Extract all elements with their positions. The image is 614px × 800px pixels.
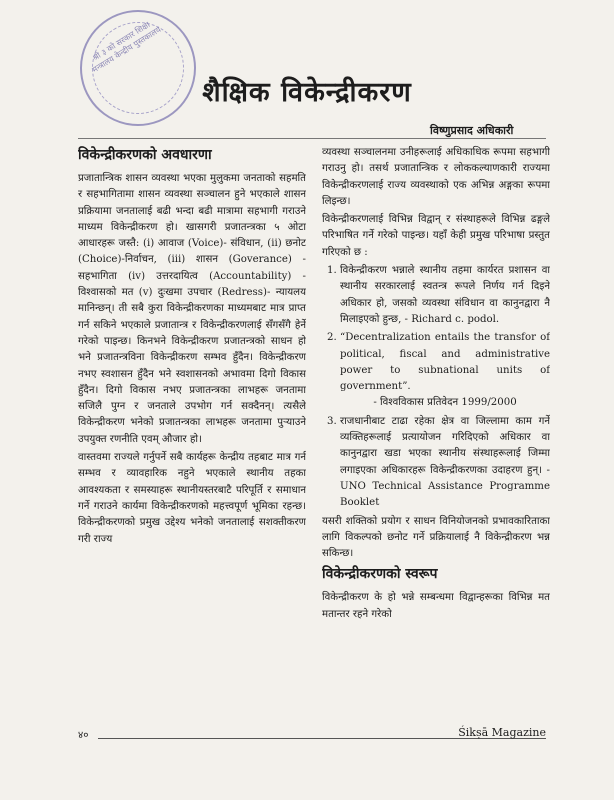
- definition-item-1: 1. विकेन्द्रीकरण भन्नाले स्थानीय तहमा कार्यरत प्रशासन वा स्थानीय सरकारलाई स्वतन्त्र रूपले निर्णय गर्न दिइने अधिकार हो, जसको व्यवस्था संविधान वा कानुनद्वारा नै मिलाइएको हुन्छ, - Richard c. podol.: [340, 263, 550, 328]
- right-paragraph-4: विकेन्द्रीकरण के हो भन्ने सम्बन्धमा विद्वान्हरूका विभिन्न मत मतान्तर रहने गरेको: [322, 592, 550, 620]
- magazine-name: Śikṣā Magazine: [458, 726, 546, 739]
- article-title: शैक्षिक विकेन्द्रीकरण: [202, 77, 412, 108]
- definition-list: [322, 263, 550, 511]
- page-number: ४०: [78, 730, 89, 741]
- right-paragraph-2: विकेन्द्रीकरणलाई विभिन्न विद्वान् र संस्थाहरूले विभिन्न ढङ्गले परिभाषित गर्ने गरेको पाइन्छ। यहाँ केही प्रमुख परिभाषा प्रस्तुत गरिएको छ :: [322, 214, 550, 258]
- definition-item-2-source: - विश्वविकास प्रतिवेदन 1999/2000: [373, 397, 517, 409]
- right-paragraph-3: यसरी शक्तिको प्रयोग र साधन विनियोजनको प्रभावकारिताका लागि विकल्पको छनोट गर्ने प्रक्रियालाई नै विकेन्द्रीकरण भन्न सकिन्छ।: [322, 515, 550, 560]
- definition-item-2: [340, 330, 550, 411]
- definition-item-2-text: “Decentralization entails the transfor of political, fiscal and administrative power to subnational units of government”.: [340, 332, 550, 393]
- left-paragraph-1: प्रजातान्त्रिक शासन व्यवस्था भएका मुलुकमा जनताको सहमति र सहभागितामा शासन व्यवस्था सञ्चालन हुने भएकाले शासन प्रक्रियामा जनतालाई बढी भन्दा बढी मात्रामा सहभागी गराउने माध्यम विकेन्द्रीकरण हो। खासगरी प्रजातन्त्रका ५ ओटा आधारहरू जस्तै: (i) आवाज (Voice)- संविधान, (ii) छनोट (Choice)-निर्वाचन, (iii) शासन (Goverance) - सहभागिता (iv) उत्तरदायित्व (Accountability) - विश्वासको मत (v) दुःखमा उपचार (Redress)- न्यायलय मानिन्छन्। ती सबै कुरा विकेन्द्रीकरणका माध्यमबाट मात्र प्राप्त गर्न सकिने भएकाले प्रजातान्त्र र विकेन्द्रीकरणलाई सँगसँगै हेर्ने गरेको पाइन्छ। किनभने विकेन्द्रीकरण प्रजातन्त्रको साधन हो भने प्रजातन्त्रविना विकेन्द्रीकरण सम्भव हुँदैन। विकेन्द्रीकरण नभए स्वशासन हुँदैन भने स्वशासनको अभावमा दिगो विकास हुँदैन। दिगो विकास नभए प्रजातन्त्रका लाभहरू जनतामा सजिलै पुग्न र जनताले उपभोग गर्न सक्दैनन्। त्यसैले विकेन्द्रीकरण भनेको प्रजातन्त्रका लाभहरू जनतामा पुऱ्याउने उपयुक्त रणनीति एवम् औजार हो।: [78, 173, 306, 445]
- left-paragraph-2: वास्तवमा राज्यले गर्नुपर्ने सबै कार्यहरू केन्द्रीय तहबाट मात्र गर्न सम्भव र व्यावहारिक नहुने भएकाले स्थानीय तहका आवश्यकता र समस्याहरू स्थानीयस्तरबाटै परिपूर्ति र समाधान गर्ने गराउने कार्यमा विकेन्द्रीकरणको महत्त्वपूर्ण भूमिका रहन्छ। विकेन्द्रीकरणको प्रमुख उद्देश्य भनेको जनतालाई सशक्तीकरण गरी राज्य: [78, 452, 306, 545]
- left-column: [78, 145, 306, 725]
- author-name: विष्णुप्रसाद अधिकारी: [430, 124, 514, 137]
- section-heading-concept: विकेन्द्रीकरणको अवधारणा: [78, 147, 212, 163]
- section-heading-form: विकेन्द्रीकरणको स्वरूप: [322, 566, 438, 583]
- definition-item-3: 3. राजधानीबाट टाढा रहेका क्षेत्र वा जिल्लामा काम गर्ने व्यक्तिहरूलाई प्रत्यायोजन गरिदिएको अधिकार वा कानुनद्वारा खडा भएका स्थानीय संस्थाहरूलाई जिम्मा लगाइएका अधिकारहरू विकेन्द्रीकरणका उदाहरण हुन्। - UNO Technical Assistance Programme Booklet: [340, 414, 550, 512]
- right-column: [322, 145, 550, 725]
- author-divider: [78, 138, 546, 139]
- right-paragraph-1: व्यवस्था सञ्चालनमा उनीहरूलाई अधिकाधिक रूपमा सहभागी गराउनु हो। तसर्थ प्रजातान्त्रिक र लोककल्याणकारी राज्यमा विकेन्द्रीकरणलाई राज्य व्यवस्थाको एक अभिन्न अङ्गका रूपमा लिइन्छ।: [322, 147, 550, 207]
- stamp-text: श्री ३ को सरकार शिक्षा मन्त्रालय केन्द्रीय पुस्तकालय: [90, 20, 163, 75]
